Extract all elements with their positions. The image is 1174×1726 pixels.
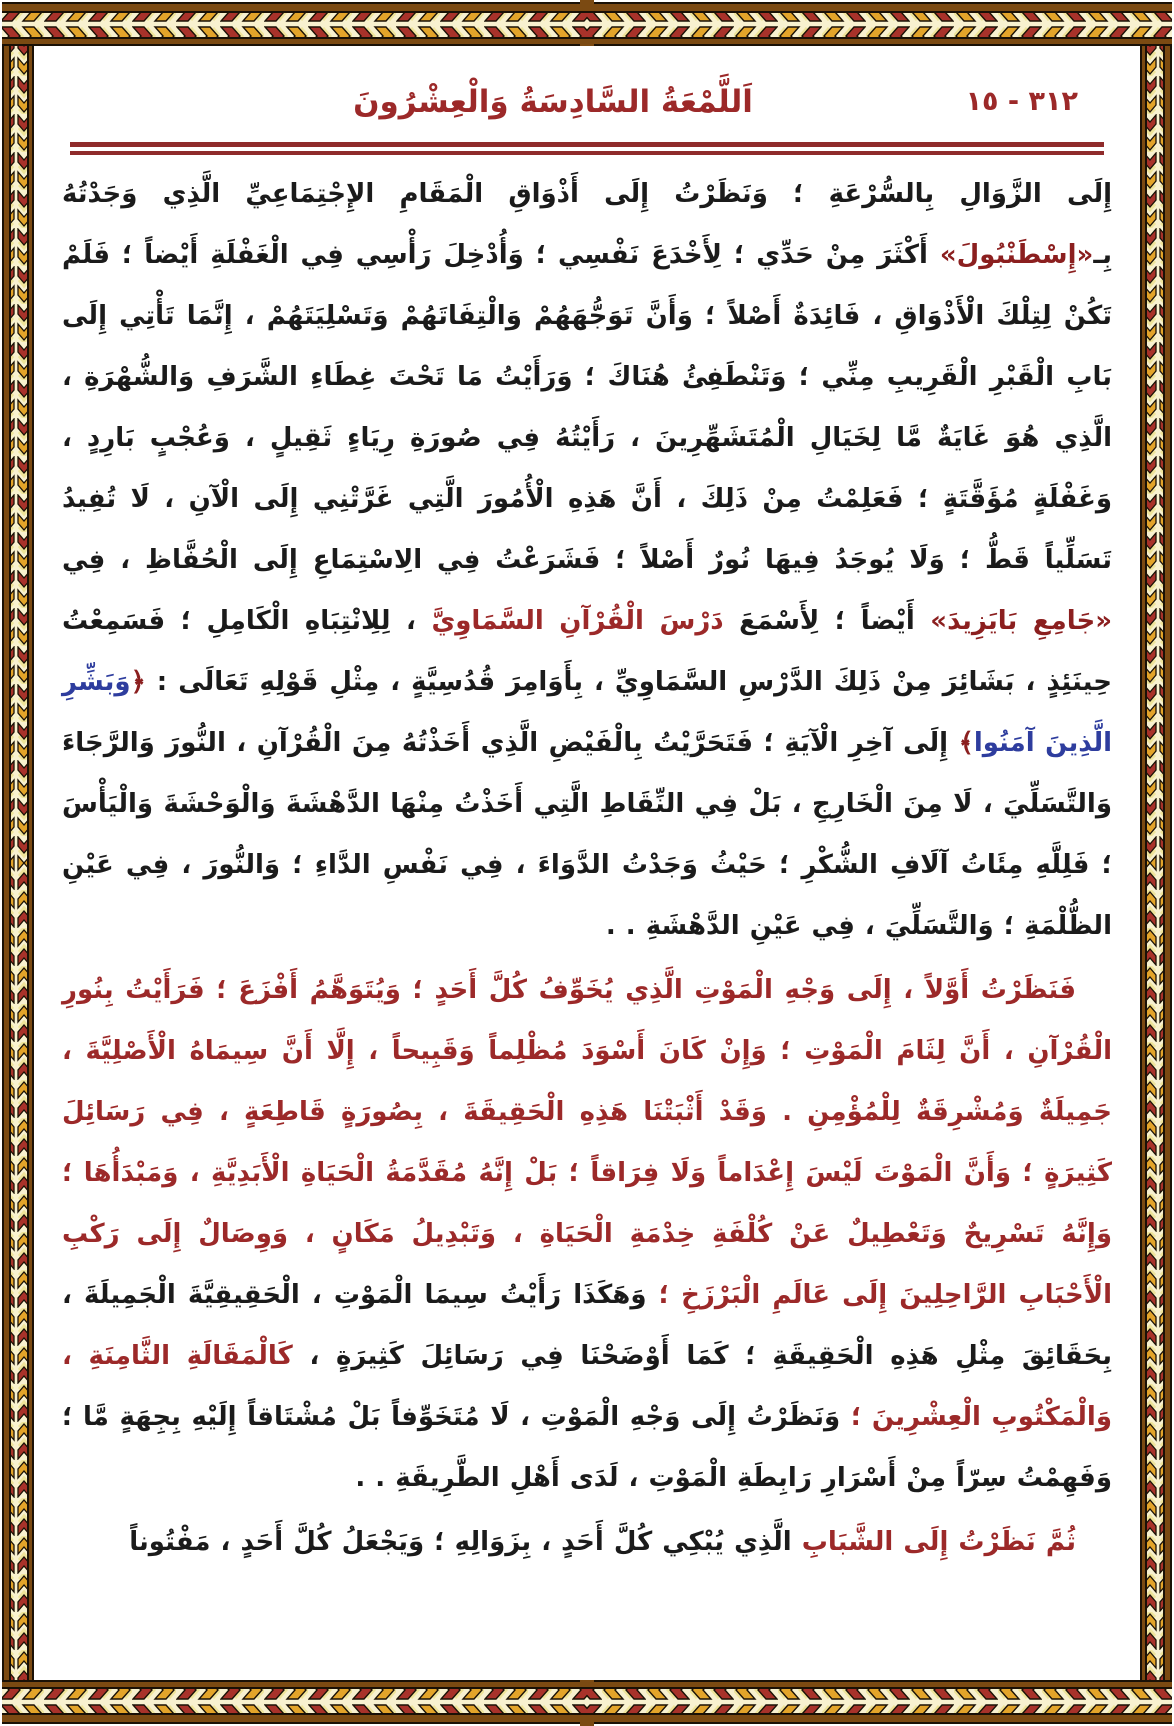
text-segment-maroon: «جَامِعِ بَايَزِيدَ» <box>930 606 1112 636</box>
paragraph <box>62 960 1112 1509</box>
text-segment-blue: وَبَشِّرِ الَّذِينَ آمَنُوا <box>62 667 1113 758</box>
page-title: اَللَّمْعَةُ السَّادِسَةُ وَالْعِشْرُونَ <box>353 84 753 120</box>
text-segment-black: إِلَى الزَّوَالِ بِالسُّرْعَةِ ؛ وَنَظَرْتُ إِلَى أَذْوَاقِ الْمَقَامِ الإِجْتِمَاعِيِّ الَّذِي وَجَدْتُهُ بِـ <box>62 179 1112 270</box>
page-header <box>60 76 1114 128</box>
paragraph <box>62 1512 1112 1573</box>
text-segment-bracket: ﴿ <box>130 667 146 697</box>
page-content <box>34 46 1140 1680</box>
header-divider-rule <box>70 142 1104 155</box>
text-segment-black: إِلَى آخِرِ الْآيَةِ ؛ فَتَحَرَّيْتُ بِالْفَيْضِ الَّذِي أَخَذْتُهُ مِنَ الْقُرْآنِ ، النُّورَ وَالرَّجَاءَ وَالتَّسَلِّيَ ، لَا مِنَ الْخَارِجِ ، بَلْ فِي النِّقَاطِ الَّتِي أَخَذْتُ مِنْهَا الدَّهْشَةَ وَالْوَحْشَةَ وَالْيَأْسَ ؛ فَلِلَّهِ مِئَاتُ آلَافِ الشُّكْرِ ؛ حَيْثُ وَجَدْتُ الدَّوَاءَ ، فِي نَفْسِ الدَّاءِ ؛ وَالنُّورَ ، فِي عَيْنِ الظُّلْمَةِ ؛ وَالتَّسَلِّيَ ، فِي عَيْنِ الدَّهْشَةِ . . <box>62 728 1112 941</box>
text-segment-red: فَنَظَرْتُ أَوَّلاً ، إِلَى وَجْهِ الْمَوْتِ الَّذِي يُخَوِّفُ كُلَّ أَحَدٍ ؛ وَيُتَوَهَّمُ أَفْزَعَ ؛ فَرَأَيْتُ بِنُورِ الْقُرْآنِ ، أَنَّ لِثَامَ الْمَوْتِ ؛ وَإِنْ كَانَ أَسْوَدَ مُظْلِماً وَقَبِيحاً ، إِلَّا أَنَّ سِيمَاهُ الْأَصْلِيَّةَ ، جَمِيلَةٌ وَمُشْرِقَةٌ لِلْمُؤْمِنِ . وَقَدْ أَثْبَتْنَا هَذِهِ الْحَقِيقَةَ ، بِصُورَةٍ قَاطِعَةٍ ، فِي رَسَائِلَ كَثِيرَةٍ ؛ وَأَنَّ الْمَوْتَ لَيْسَ إِعْدَاماً وَلَا فِرَاقاً ؛ بَلْ إِنَّهُ مُقَدَّمَةُ الْحَيَاةِ الْأَبَدِيَّةِ ، وَمَبْدَأُهَا ؛ وَإِنَّهُ تَسْرِيحٌ وَتَعْطِيلٌ عَنْ كُلْفَةِ خِدْمَةِ الْحَيَاةِ ، وَتَبْدِيلُ مَكَانٍ ، وَوِصَالٌ إِلَى رَكْبِ الْأَحْبَابِ الرَّاحِلِينَ إِلَى عَالَمِ الْبَرْزَخِ ؛ <box>62 975 1112 1310</box>
text-segment-black: أَكْثَرَ مِنْ حَدِّي ؛ لِأَخْدَعَ نَفْسِي ؛ وَأُدْخِلَ رَأْسِي فِي الْغَفْلَةِ أَيْضاً ؛ فَلَمْ تَكُنْ لِتِلْكَ الْأَذْوَاقِ ، فَائِدَةٌ أَصْلاً ؛ وَأَنَّ تَوَجُّهَهُمْ وَالْتِفَاتَهُمْ وَتَسْلِيَتَهُمْ ، إِنَّمَا تَأْتِي إِلَى بَابِ الْقَبْرِ الْقَرِيبِ مِنِّي ؛ وَتَنْطَفِئُ هُنَاكَ ؛ وَرَأَيْتُ مَا تَحْتَ غِطَاءِ الشَّرَفِ وَالشُّهْرَةِ ، الَّذِي هُوَ غَايَةٌ مَّا لِخَيَالِ الْمُتَشَهِّرِينَ ، رَأَيْتُهُ فِي صُورَةِ رِيَاءٍ ثَقِيلٍ ، وَعُجْبٍ بَارِدٍ ، وَغَفْلَةٍ مُؤَقَّتَةٍ ؛ فَعَلِمْتُ مِنْ ذَلِكَ ، أَنَّ هَذِهِ الْأُمُورَ الَّتِي غَرَّتْنِي إِلَى الْآنِ ، لَا تُفِيدُ تَسَلِّياً قَطُّ ؛ وَلَا يُوجَدُ فِيهَا نُورٌ أَصْلاً ؛ فَشَرَعْتُ فِي الِاسْتِمَاعِ إِلَى الْحُفَّاظِ ، فِي <box>62 240 1112 575</box>
text-segment-black: وَهَكَذَا رَأَيْتُ سِيمَا الْمَوْتِ ، الْحَقِيقِيَّةَ الْجَمِيلَةَ ، بِحَقَائِقَ مِثْلِ هَذِهِ الْحَقِيقَةِ ؛ كَمَا أَوْضَحْنَا فِي رَسَائِلَ كَثِيرَةٍ ، <box>62 1280 1112 1371</box>
text-segment-black: أَيْضاً ؛ لِأَسْمَعَ <box>723 606 931 636</box>
text-segment-red: ثُمَّ نَظَرْتُ إِلَى الشَّبَابِ <box>801 1527 1076 1557</box>
text-segment-maroon: «إِسْطَنْبُولَ» <box>939 240 1094 270</box>
text-segment-black: الَّذِي يُبْكِي كُلَّ أَحَدٍ ، بِزَوَالِهِ ؛ وَيَجْعَلُ كُلَّ أَحَدٍ ، مَفْتُوناً <box>129 1527 802 1557</box>
body-text <box>60 164 1114 1573</box>
paragraph <box>62 164 1112 957</box>
text-segment-black: وَنَظَرْتُ إِلَى وَجْهِ الْمَوْتِ ، لَا مُتَخَوِّفاً بَلْ مُشْتَاقاً إِلَيْهِ بِجِهَةٍ مَّا ؛ وَفَهِمْتُ سِرّاً مِنْ أَسْرَارِ رَابِطَةِ الْمَوْتِ ، لَدَى أَهْلِ الطَّرِيقَةِ . . <box>62 1402 1112 1493</box>
text-segment-red: كَالْمَقَالَةِ الثَّامِنَةِ ، وَالْمَكْتُوبِ الْعِشْرِينَ ؛ <box>62 1341 1112 1432</box>
text-segment-bracket: ﴾ <box>958 728 974 758</box>
text-segment-red: دَرْسَ الْقُرْآنِ السَّمَاوِيَّ <box>431 606 724 636</box>
text-segment-black: ، لِلِانْتِبَاهِ الْكَامِلِ ؛ فَسَمِعْتُ حِينَئِذٍ ، بَشَائِرَ مِنْ ذَلِكَ الدَّرْسِ السَّمَاوِيِّ ، بِأَوَامِرَ قُدُسِيَّةٍ ، مِثْلِ قَوْلِهِ تَعَالَى : <box>62 606 1112 697</box>
page-number: ٣١٢ - ١٥ <box>965 86 1078 117</box>
